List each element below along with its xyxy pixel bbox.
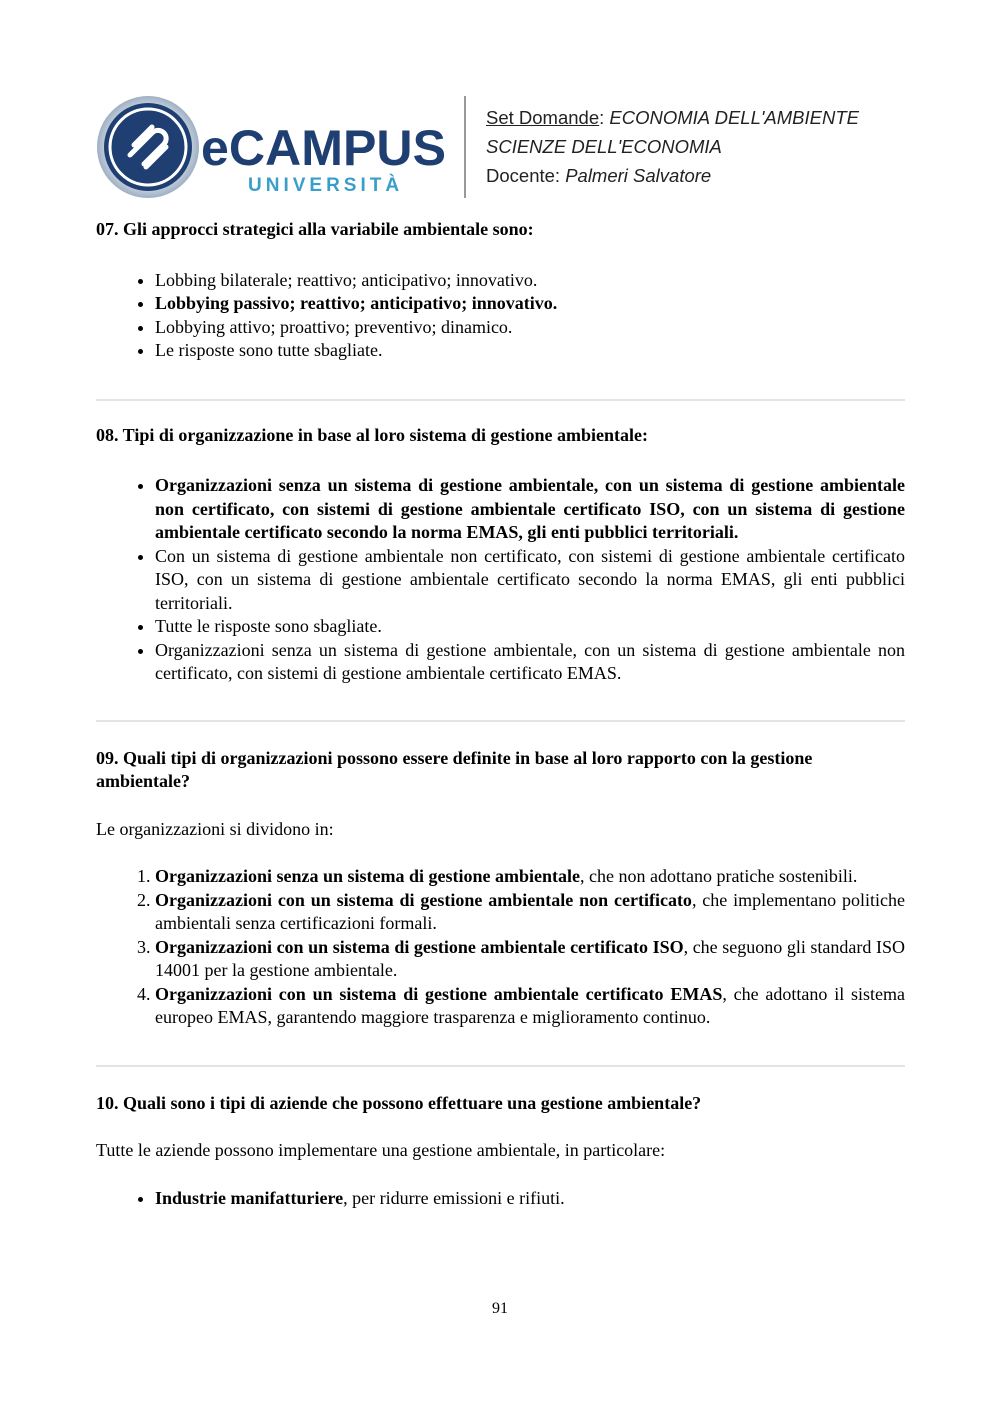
page-header xyxy=(96,95,916,205)
question-07-title: 07. Gli approcci strategici alla variabile ambientale sono: xyxy=(96,219,534,239)
ecampus-logo xyxy=(96,95,446,200)
question-08-options xyxy=(96,474,905,686)
set-label: Set Domande xyxy=(486,107,600,128)
question-10-intro: Tutte le aziende possono implementare una gestione ambientale, in particolare: xyxy=(96,1140,666,1160)
section-separator xyxy=(96,399,905,401)
option: • Organizzazioni senza un sistema di gestione ambientale, con un sistema di gestione ambientale non certificato, con sistemi di gestione ambientale certificato EMAS. xyxy=(155,639,905,686)
list-item: 2. Organizzazioni con un sistema di gestione ambientale non certificato, che implementano politiche ambientali senza certificazioni formali. xyxy=(155,889,905,936)
question-07-options xyxy=(96,269,905,363)
question-10-list xyxy=(96,1187,905,1211)
option: • Lobbing bilaterale; reattivo; anticipativo; innovativo. xyxy=(155,269,905,293)
option-correct: • Lobbying passivo; reattivo; anticipativo; innovativo. xyxy=(155,292,905,316)
question-10-title: 10. Quali sono i tipi di aziende che possono effettuare una gestione ambientale? xyxy=(96,1092,702,1113)
question-08-title: 08. Tipi di organizzazione in base al loro sistema di gestione ambientale: xyxy=(96,424,649,445)
option: • Con un sistema di gestione ambientale non certificato, con sistemi di gestione ambientale certificato ISO, con un sistema di gestione ambientale certificato secondo la norma EMAS, gli enti pubblici territoriali. xyxy=(155,545,905,616)
question-09-list xyxy=(96,865,905,1030)
course-info: Set Domande: ECONOMIA DELL'AMBIENTE SCIENZE DELL'ECONOMIA Docente: Palmeri Salvatore xyxy=(486,107,859,186)
page-number: 91 xyxy=(492,1300,508,1317)
docente-label: Docente xyxy=(486,165,555,186)
section-separator xyxy=(96,1065,905,1067)
question-09-intro: Le organizzazioni si dividono in: xyxy=(96,818,334,839)
course-name: ECONOMIA DELL'AMBIENTE xyxy=(609,107,859,128)
question-09-title: 09. Quali tipi di organizzazioni possono essere definite in base al loro rapporto con la gestione ambientale? xyxy=(96,747,813,791)
logo-wordmark: eCAMPUS xyxy=(201,120,446,176)
document-body xyxy=(96,218,905,1210)
section-separator xyxy=(96,720,905,722)
option: • Lobbying attivo; proattivo; preventivo; dinamico. xyxy=(155,316,905,340)
docente-name: Palmeri Salvatore xyxy=(565,165,712,186)
list-item: 1. Organizzazioni senza un sistema di gestione ambientale, che non adottano pratiche sostenibili. xyxy=(155,865,905,889)
option-correct: • Organizzazioni senza un sistema di gestione ambientale, con un sistema di gestione ambientale non certificato, con sistemi di gestione ambientale certificato ISO, con un sistema di gestione ambientale certificato secondo la norma EMAS, gli enti pubblici territoriali. xyxy=(155,474,905,545)
option: • Tutte le risposte sono sbagliate. xyxy=(155,615,905,639)
list-item: 3. Organizzazioni con un sistema di gestione ambientale certificato ISO, che seguono gli standard ISO 14001 per la gestione ambientale. xyxy=(155,936,905,983)
course-line2: SCIENZE DELL'ECONOMIA xyxy=(486,136,722,157)
option: • Le risposte sono tutte sbagliate. xyxy=(155,339,905,363)
logo-subtitle: UNIVERSITÀ xyxy=(248,175,404,196)
header-divider xyxy=(464,96,466,198)
list-item: 4. Organizzazioni con un sistema di gestione ambientale certificato EMAS, che adottano il sistema europeo EMAS, garantendo maggiore trasparenza e miglioramento continuo. xyxy=(155,983,905,1030)
list-item: • Industrie manifatturiere, per ridurre emissioni e rifiuti. xyxy=(155,1187,905,1211)
